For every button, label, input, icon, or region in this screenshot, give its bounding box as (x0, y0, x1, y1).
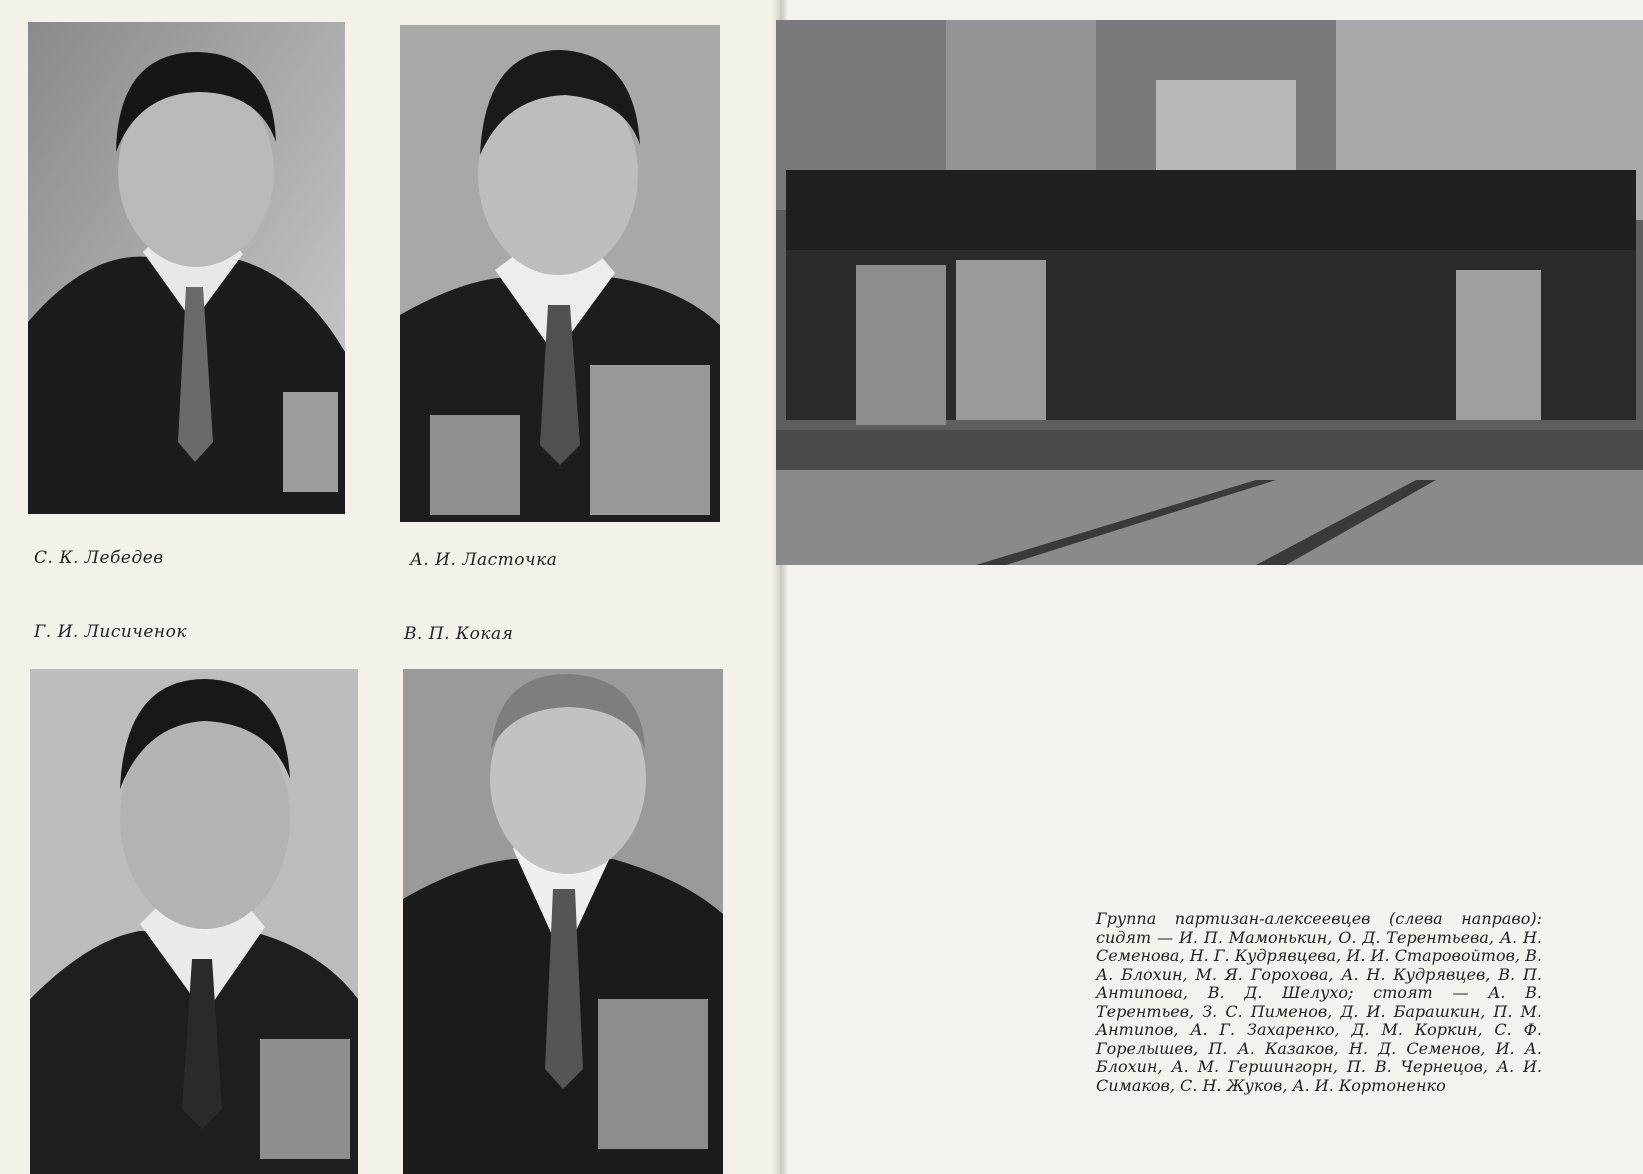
portrait-photo-lisichenok (30, 669, 358, 1174)
group-caption-text: Группа партизан-алексеевцев (слева направо): сидят — И. П. Мамонькин, О. Д. Терентьева, А. Н. Семенова, Н. Г. Кудрявцева, И. И. Старовойтов, В. А. Блохин, М. Я. Горохова, А. Н. Кудрявцев, В. П. Антипова, В. Д. Шелухо; стоят — А. В. Терентьев, З. С. Пименов, Д. И. Барашкин, П. М. Антипов, А. Г. Захаренко, Д. М. Коркин, С. Ф. Горелышев, П. А. Казаков, Н. Д. Семенов, И. А. Блохин, А. М. Гершингорн, П. В. Чернецов, А. И. Симаков, С. Н. Жуков, А. И. Кортоненко (1096, 909, 1542, 1095)
portrait-photo-kokaya (403, 669, 723, 1174)
caption-kokaya: В. П. Кокая (404, 624, 514, 644)
group-photo-caption (1096, 910, 1542, 1095)
caption-lebedev: С. К. Лебедев (34, 548, 164, 568)
group-photo (776, 20, 1643, 565)
portrait-photo-lebedev (28, 22, 345, 514)
caption-lisichenok: Г. И. Лисиченок (34, 622, 188, 642)
caption-lastochka: А. И. Ласточка (410, 550, 558, 570)
portrait-photo-lastochka (400, 25, 720, 522)
